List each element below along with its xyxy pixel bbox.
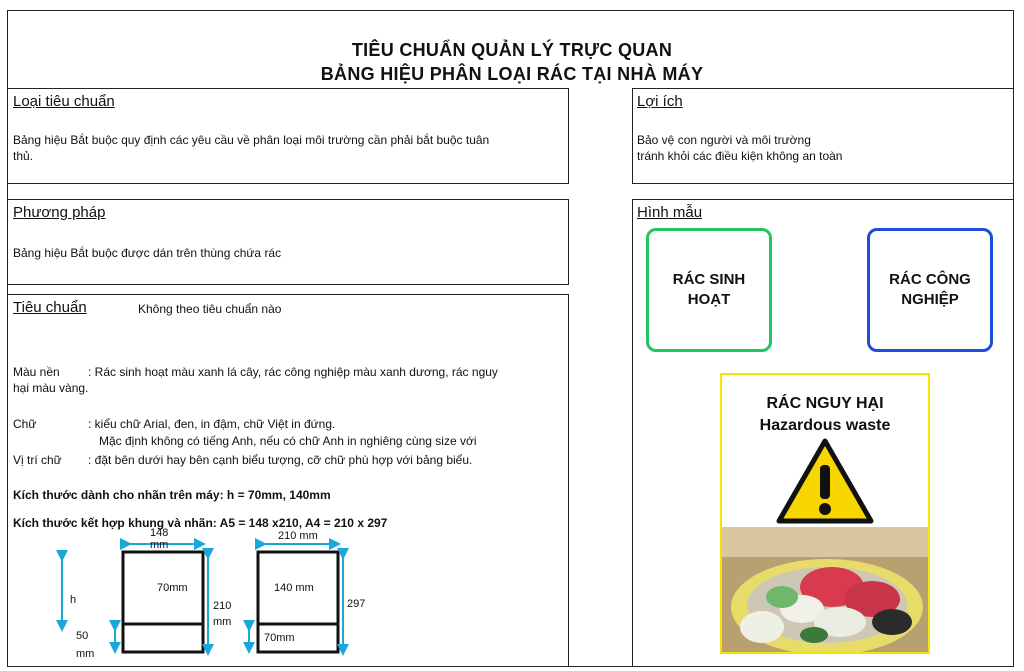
- loai-text-2: thủ.: [13, 149, 34, 163]
- blue-sign-line-1: RÁC CÔNG: [889, 271, 971, 288]
- phuongphap-text: Bảng hiệu Bắt buộc được dán trên thùng chứa rác: [13, 246, 282, 260]
- kt-khung: Kích thước kết hợp khung và nhãn: A5 = 148 x210, A4 = 210 x 297: [13, 516, 388, 530]
- title-line-1: TIÊU CHUẨN QUẢN LÝ TRỰC QUAN: [351, 40, 673, 60]
- warning-triangle-icon: [775, 437, 875, 525]
- mau-label: Màu nền: [13, 365, 60, 379]
- hinhmau-heading: Hình mẫu: [637, 204, 703, 221]
- loai-section: [7, 88, 569, 184]
- blue-sign-sample: [867, 228, 993, 352]
- green-sign-line-1: RÁC SINH: [672, 271, 746, 288]
- loai-text-1: Bảng hiệu Bắt buộc quy định các yêu cầu về phân loại môi trường cần phải bắt buộc tuân: [13, 133, 490, 147]
- vitri-label: Vị trí chữ: [13, 453, 62, 467]
- phuongphap-heading: Phương pháp: [13, 204, 106, 221]
- chu-text-2: Mặc định không có tiếng Anh, nếu có chữ Anh in nghiêng cùng size với: [99, 434, 477, 448]
- loai-heading: Loại tiêu chuẩn: [13, 93, 115, 110]
- title-line-2: BẢNG HIỆU PHÂN LOẠI RÁC TẠI NHÀ MÁY: [320, 64, 704, 84]
- dim-a5-label: 70mm: [157, 582, 188, 594]
- phuongphap-section: [7, 199, 569, 285]
- loiich-heading: Lợi ích: [637, 93, 683, 110]
- dim-a4-top: 210 mm: [278, 530, 318, 542]
- mau-text-1: : Rác sinh hoạt màu xanh lá cây, rác công nghiệp màu xanh dương, rác nguy: [88, 365, 498, 379]
- loiich-text-1: Bảo vệ con người và môi trường: [637, 133, 811, 147]
- tieuchuan-heading: Tiêu chuẩn: [13, 299, 87, 316]
- dim-a4-bottom: 70mm: [264, 632, 295, 644]
- dim-h: h: [70, 594, 77, 606]
- loiich-text-2: tránh khỏi các điều kiện không an toàn: [637, 149, 843, 163]
- green-sign-line-2: HOẠT: [687, 291, 731, 308]
- loiich-section: [632, 88, 1014, 184]
- kt-may: Kích thước dành cho nhãn trên máy: h = 70mm, 140mm: [13, 488, 331, 502]
- a5-frame: [123, 552, 203, 652]
- chu-label: Chữ: [13, 417, 37, 431]
- hazard-title-vi: RÁC NGUY HẠI: [766, 395, 884, 412]
- waste-photo-image: [722, 527, 928, 652]
- dim-50-mm: mm: [76, 648, 95, 660]
- blue-sign-line-2: NGHIỆP: [901, 291, 959, 308]
- dim-a5-top-mm: mm: [150, 539, 169, 551]
- green-sign-sample: [646, 228, 772, 352]
- mau-text-2: hại màu vàng.: [13, 381, 89, 395]
- dim-a4-label: 140 mm: [274, 582, 314, 594]
- hazard-sign-sample: [720, 373, 930, 654]
- dim-a5-top: 148: [150, 527, 169, 539]
- dim-a4-side: 297: [347, 598, 366, 610]
- hazard-title-en: Hazardous waste: [759, 417, 891, 434]
- dim-a5-side: 210: [213, 600, 232, 612]
- dim-a5-side-mm: mm: [213, 616, 232, 628]
- tieuchuan-note: Không theo tiêu chuẩn nào: [138, 302, 282, 316]
- dim-50: 50: [76, 630, 89, 642]
- vitri-text: : đặt bên dưới hay bên cạnh biểu tượng, cỡ chữ phù hợp với bảng biểu.: [88, 453, 473, 467]
- chu-text-1: : kiểu chữ Arial, đen, in đậm, chữ Việt in đứng.: [88, 417, 336, 431]
